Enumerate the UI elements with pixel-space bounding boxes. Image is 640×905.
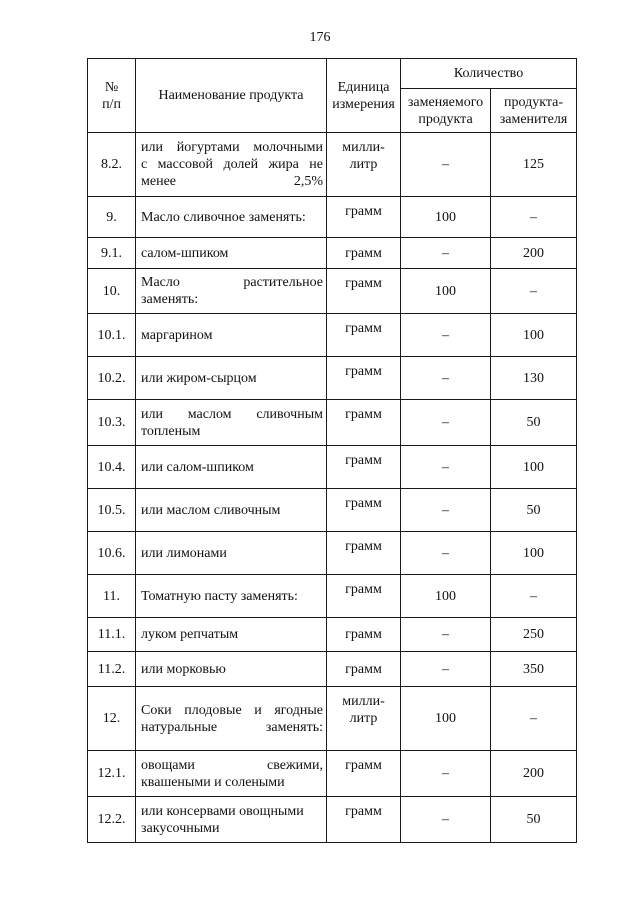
product-name [136,797,327,843]
replaced-qty: 100 [401,197,491,238]
product-name-line: или консервами овощными [141,803,304,819]
row-number: 11.1. [88,618,136,652]
product-name [136,652,327,687]
header-num-line1: № [104,79,119,95]
row-number: 9.1. [88,238,136,269]
product-name-line: менее 2,5% [141,174,323,189]
unit-line: грамм [345,758,382,773]
product-name-line: или маслом сливочным [141,502,281,518]
table-row [88,489,577,532]
row-number: 10. [88,269,136,314]
table-row [88,446,577,489]
substitute-qty: 50 [491,400,577,446]
product-name-line: Масло сливочное заменять: [141,209,306,225]
product-name [136,133,327,197]
unit-line: грамм [345,407,382,422]
replaced-qty: – [401,446,491,489]
unit-line: грамм [345,364,382,379]
product-name-word: или [141,406,163,422]
table-row [88,357,577,400]
product-name-line: натуральные заменять: [141,719,323,735]
header-name: Наименование продукта [136,59,327,133]
unit-line: литр [349,711,378,726]
unit-line: грамм [345,276,382,291]
table-row [88,575,577,618]
product-name-line: или йогуртами молочными [141,140,323,155]
replaced-qty: – [401,618,491,652]
substitute-qty: 200 [491,751,577,797]
unit [327,133,401,197]
product-name-word: свежими, [267,757,323,773]
product-name-word: Масло [141,275,180,290]
table-row [88,133,577,197]
page-number: 176 [309,30,331,45]
header-substitute-line1: продукта- [504,94,563,110]
unit [327,489,401,532]
unit-line: грамм [345,627,382,642]
product-name [136,532,327,575]
unit [327,269,401,314]
table-row [88,197,577,238]
header-replaced-line2: продукта [418,111,473,127]
substitute-qty: – [491,687,577,751]
unit-line: литр [349,157,378,172]
product-name [136,687,327,751]
replaced-qty: – [401,357,491,400]
replaced-qty: – [401,400,491,446]
product-name-line-justified [141,757,323,774]
product-name-line: Соки плодовые и ягодные [141,702,323,718]
table-row [88,797,577,843]
table-row [88,652,577,687]
unit [327,314,401,357]
header-replaced-line1: заменяемого [407,94,484,110]
substitute-qty: 200 [491,238,577,269]
unit [327,797,401,843]
replaced-qty: 100 [401,687,491,751]
header-num [88,59,136,133]
unit [327,652,401,687]
row-number: 8.2. [88,133,136,197]
product-name-line: или лимонами [141,545,227,561]
table-row [88,751,577,797]
product-name-word: растительное [243,275,323,290]
replaced-qty: – [401,652,491,687]
product-name [136,197,327,238]
product-name-line-justified [141,406,323,423]
header-row-top [88,59,577,89]
replaced-qty: – [401,797,491,843]
header-substitute-line2: заменителя [499,111,568,127]
substitute-qty: 350 [491,652,577,687]
unit-line: милли- [342,140,385,155]
row-number: 9. [88,197,136,238]
replaced-qty: – [401,314,491,357]
header-replaced [401,89,491,133]
product-name [136,400,327,446]
unit [327,687,401,751]
table-row [88,532,577,575]
product-name [136,575,327,618]
product-name-line: или салом-шпиком [141,459,254,475]
row-number: 10.6. [88,532,136,575]
unit [327,618,401,652]
product-name [136,489,327,532]
table-row [88,618,577,652]
table-row [88,400,577,446]
substitute-qty: 50 [491,489,577,532]
substitute-qty: 130 [491,357,577,400]
substitute-qty: 125 [491,133,577,197]
product-name [136,314,327,357]
substitute-qty: – [491,197,577,238]
substitute-qty: 50 [491,797,577,843]
product-name [136,269,327,314]
unit [327,238,401,269]
product-name-line-justified [141,274,323,291]
product-name-line: или жиром-сырцом [141,370,257,386]
unit-line: грамм [345,321,382,336]
replaced-qty: 100 [401,269,491,314]
header-unit-line2: измерения [332,96,395,112]
unit-line: грамм [345,582,382,597]
unit [327,357,401,400]
row-number: 10.5. [88,489,136,532]
product-name-word: овощами [141,757,195,773]
product-name [136,446,327,489]
row-number: 12.2. [88,797,136,843]
replaced-qty: 100 [401,575,491,618]
product-name [136,751,327,797]
unit-line: грамм [345,245,382,261]
row-number: 12. [88,687,136,751]
row-number: 11.2. [88,652,136,687]
substitute-qty: 100 [491,446,577,489]
unit-line: грамм [345,204,382,219]
unit [327,446,401,489]
unit-line: грамм [345,539,382,554]
unit [327,575,401,618]
product-name [136,238,327,269]
product-name [136,618,327,652]
unit [327,751,401,797]
substitute-qty: – [491,269,577,314]
unit-line: грамм [345,496,382,511]
replaced-qty: – [401,133,491,197]
header-quantity: Количество [401,59,577,89]
table-row [88,238,577,269]
unit-line: грамм [345,804,382,819]
row-number: 10.1. [88,314,136,357]
product-name-line: закусочными [141,820,220,836]
header-substitute [491,89,577,133]
table-row [88,314,577,357]
product-name-line: луком репчатым [141,627,239,642]
product-name-line: топленым [141,423,201,439]
product-name-line: с массовой долей жира не [141,157,323,172]
substitute-qty: 100 [491,532,577,575]
substitute-qty: – [491,575,577,618]
row-number: 10.2. [88,357,136,400]
product-name-line: или морковью [141,661,226,677]
header-unit-line1: Единица [337,79,390,95]
substitution-table [87,58,577,843]
product-name-line: Томатную пасту заменять: [141,588,298,604]
replaced-qty: – [401,238,491,269]
row-number: 10.3. [88,400,136,446]
replaced-qty: – [401,751,491,797]
table-row [88,269,577,314]
unit [327,197,401,238]
substitute-qty: 250 [491,618,577,652]
substitute-qty: 100 [491,314,577,357]
product-name-line: заменять: [141,292,199,307]
replaced-qty: – [401,532,491,575]
row-number: 10.4. [88,446,136,489]
unit [327,532,401,575]
row-number: 12.1. [88,751,136,797]
unit-line: грамм [345,453,382,468]
product-name-word: сливочным [256,406,323,422]
product-name-line: маргарином [141,327,213,343]
table-row [88,687,577,751]
header-unit [327,59,401,133]
product-name-word: маслом [187,406,232,422]
product-name [136,357,327,400]
unit [327,400,401,446]
replaced-qty: – [401,489,491,532]
unit-line: милли- [342,694,385,709]
header-num-line2: п/п [102,96,121,112]
row-number: 11. [88,575,136,618]
product-name-line: салом-шпиком [141,245,229,261]
unit-line: грамм [345,661,382,677]
product-name-line: квашеными и солеными [141,774,285,790]
